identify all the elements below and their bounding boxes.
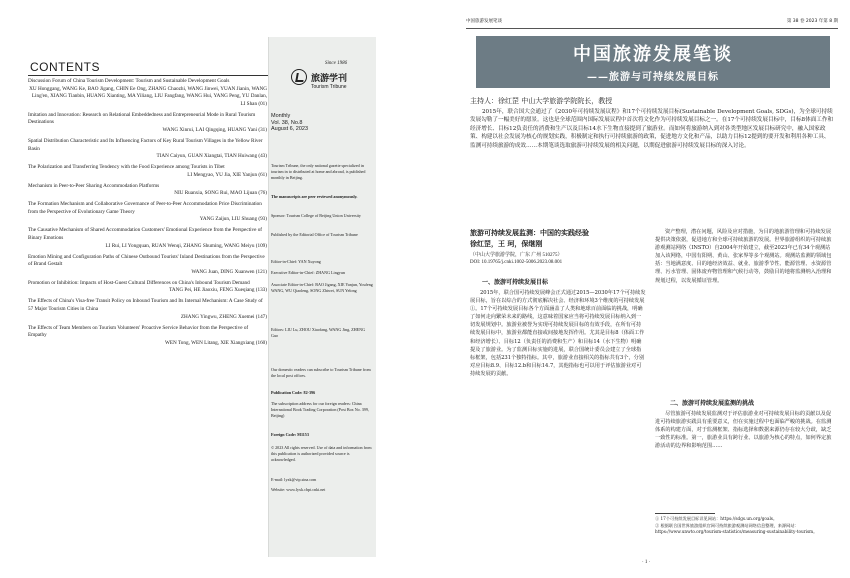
- toc-title: The Effects of China's Visa-free Transit Policy on Inbound Tourism and Its Internal Mechanism: A Case Study of 57 Major Tourism Cities in China: [28, 298, 263, 312]
- article-affiliation: （中山大学旅游学院，广东 广州 510275）: [470, 253, 563, 258]
- toc-authors: YANG Zaijun, LIU Shuang (93): [199, 216, 267, 223]
- executive-editor: Executive Editor-in-Chief: ZHANG Lingyun: [271, 270, 345, 275]
- email[interactable]: E-mail: lyxk@vip.sina.com: [271, 477, 317, 482]
- banner-title: 中国旅游发展笔谈: [573, 44, 733, 65]
- toc-entry[interactable]: [28, 138, 268, 161]
- logo-since: Since 1986: [325, 61, 348, 66]
- host-line: 主持人：徐红罡 中山大学旅游学院院长，教授: [470, 97, 613, 105]
- toc-authors: TIAN Caiyun, GUAN Xiangtai, TIAN Huiwang (43): [156, 153, 267, 160]
- header-volume: 第 38 卷 2023 年第 8 期: [786, 19, 838, 24]
- logo-english: Tourism Tribune: [311, 84, 347, 90]
- foreign-code: Foreign Code: M1153: [271, 432, 309, 437]
- toc-title: Spatial Distribution Characteristic and Its Influencing Factors of Key Rural Tourism Villages in the Yellow River Basin: [28, 137, 263, 152]
- journal-logo: [289, 61, 359, 103]
- article-doi[interactable]: DOI: 10.19765/j.cnki.1002-5006.2023.08.001: [470, 260, 563, 265]
- section-heading-2: 二、旅游可持续发展监测的挑战: [670, 400, 755, 407]
- table-of-contents: [28, 78, 268, 351]
- header-divider: [466, 28, 838, 29]
- issue-date: August 6, 2023: [271, 126, 309, 133]
- issue-meta: [271, 113, 373, 133]
- footnote-1: ① 17个可持续发展目标详见网站：https://sdgs.un.org/goals。: [655, 516, 778, 521]
- page-number: · 1 ·: [642, 560, 651, 565]
- frequency: Monthly: [271, 113, 291, 119]
- associate-editors: Associate Editor-in-Chief: BAO Jigang, XIE Yanjun, Youfeng WANG, WU Qiaoleng, SONG Zhiwei, SUN Yelong: [271, 282, 373, 294]
- toc-entry[interactable]: [28, 164, 268, 179]
- header-section: 中国旅游发展笔谈: [466, 19, 502, 24]
- sponsor: Sponsor: Tourism College of Beijing Union University: [271, 213, 361, 218]
- forum-banner: [476, 36, 830, 88]
- toc-title: The Causative Mechanism of Shared Accommodation Customers' Emotional Experience from the Perspective of Binary Emotions: [28, 227, 263, 242]
- contents-title: CONTENTS: [30, 60, 100, 74]
- toc-entry[interactable]: [28, 227, 268, 250]
- toc-authors: WANG Juan, DING Xuanwen (121): [191, 268, 267, 275]
- publication-code: Publication Code: 82-396: [271, 390, 316, 395]
- toc-title: Mechanism in Peer-to-Peer Sharing Accommodation Platforms: [28, 182, 160, 189]
- toc-authors: XU Honggang, WANG Ke, BAO Jigang, CHIN Ee Ong, ZHANG Chaozhi, WANG Jinwei, YUAN Jianin, WANG Ling'en, XIANG Tianbin, HUANG Xianting, MA Yiliang, LIU Fangfang, WANG Hui, YANG Peng, YU Danlan, LI Shan (01): [29, 85, 267, 107]
- footnote-divider: [655, 513, 715, 514]
- toc-entry[interactable]: [28, 298, 268, 321]
- footnote-2: ② 根据联合国世界旅游组织官网可持续旅游观测站网络信息整理，来源网站：https://www.unwto.org/tourism-statistics/measuring-sustainability-tourism。: [655, 523, 818, 534]
- toc-entry[interactable]: [28, 78, 268, 108]
- editor-in-chief: Editor-in-Chief: YAN Xuyong: [271, 259, 321, 264]
- toc-title: The Formation Mechanism and Collaborative Governance of Peer-to-Peer Accommodation Price Discrimination from the Perspective of Evolutionary Game Theory: [28, 201, 262, 215]
- journal-intro: Tourism Tribune, the only national gazette specialized in tourism in to distributed at home and abroad, is published monthly in Beijing.: [271, 163, 366, 181]
- toc-authors: LI Rui, LI Yongquan, RUAN Wenqi, ZHANG Shuming, WANG Meiyu (109): [105, 242, 267, 249]
- volume: Vol. 38, No.8: [271, 119, 303, 126]
- toc-entry[interactable]: [28, 183, 268, 198]
- toc-entry[interactable]: [28, 280, 268, 295]
- body-column-right: 资产整理，潜在问题，风险及应对措施，为目的地旅游管理和可持续发展提供决策依据，促进地方和全球可持续旅游的发展。世界旅游组织的可持续旅游观测站网络（INSTO）自2004年开始建立，截至2023年已有34个观测站加入该网络，中国有阳朔、黄山、张家界等多个观测站。观测站监测的领域包括：当地满意度、目的地经济效益、就业、旅游季节性、能源管理、水资源管理、污水管理、固体废弃物管理和气候行动等，鼓励目的地将监测纳入治理和规划过程，以发展循证管理。: [655, 229, 832, 284]
- toc-title: The Polarization and Transferring Tendency with the Food Experience among Tourists in Tibet: [28, 164, 225, 171]
- contents-divider: [28, 75, 268, 76]
- toc-authors: WEN Tong, WEN Litang, XIE Xiangxiang (160): [164, 339, 267, 346]
- banner-subtitle: ——旅游与可持续发展目标: [587, 72, 719, 83]
- copyright: © 2023 All rights reserved. Use of data and information from this publication is authorized provided source is acknowledged.: [271, 445, 372, 463]
- body-column-right-2: 尽管旅游可持续发展监测对于评估旅游业对可持续发展目标的贡献以及促进可持续旅游实践具有重要意义，但在实施过程中也面临严峻的挑战。在监测体系的构建方面，对于监测框架、指标选择和数据来源仍存在较大分歧，缺乏一致性的标准。第一，旅游业具有跨行业、以旅游为核心的特点，如何界定旅游活动的边界和影响范围……: [655, 411, 832, 450]
- toc-authors: TANG Pei, HE Jiaoxiu, FENG Xueqiang (133): [169, 287, 267, 294]
- article-title: 旅游可持续发展监测：中国的实践经验: [470, 229, 589, 237]
- toc-authors: WANG Xinrui, LAI Qingqing, HUANG Yani (31): [162, 126, 267, 133]
- logo-icon: [291, 69, 307, 85]
- running-header: [466, 18, 838, 28]
- article-authors: 徐红罡，王 珂，保继刚: [470, 240, 543, 248]
- peer-review-note: The manuscripts are peer reviewed anonymously.: [271, 194, 358, 199]
- publisher: Published by the Editorial Office of Tourism Tribune: [271, 232, 358, 237]
- editors: Editors: LIU Lu, ZHOU Xiaofang, WANG Jing, ZHENG Guo: [271, 327, 366, 339]
- toc-authors: LI Mengyao, YU Jia, XIE Yanjun (61): [187, 171, 267, 178]
- toc-title: Imitation and Innovation: Research on Relational Embeddedness and Entrepreneurial Mode in Rural Tourism Destinations: [28, 111, 256, 126]
- toc-entry[interactable]: [28, 325, 268, 348]
- forum-intro: 2015年，联合国大会通过了《2030年可持续发展议程》和17个可持续发展目标(Sustainable Development Goals, SDGs)，为全球可持续发展勾勒了一幅美好的愿景。这也是全球范围内国际发展议程中首次将文化作为可持续发展目标之一。在17个可持续发展目标中，目标8体面工作和经济增长、目标12负责任的消费和生产以及目标14水下生物直接提到了旅游业。而如何将旅游纳入到对各类型地区发展目标研究中，融入国家政策、构建以社会发展为核心的规划实践，积极制定和执行可持续旅游的政策，促进地方文化和产品，以助力目标12提到的要开发和利用各种工具、监测可持续旅游的成效……本期笔谈选取旅游可持续发展的相关问题，以期促进旅游可持续发展目标的深入讨论。: [470, 109, 834, 149]
- article-page: [430, 0, 850, 578]
- journal-info-sidebar: [268, 37, 376, 557]
- toc-entry[interactable]: [28, 201, 268, 224]
- logo-chinese: 旅游学刊: [311, 74, 348, 84]
- toc-entry[interactable]: [28, 254, 268, 277]
- toc-authors: ZHANG Yingwu, ZHENG Xuemei (147): [180, 313, 267, 320]
- website[interactable]: Website: www.lyxk.cbpt.cnki.net: [271, 487, 326, 492]
- toc-authors: NIU Ruanxia, SONG Rui, MAO Lijuan (76): [174, 190, 267, 197]
- domestic-subscription: Our domestic readers can subscribe to Tourism Tribune from the local post offices.: [271, 367, 371, 379]
- toc-entry[interactable]: [28, 112, 268, 135]
- toc-title: Emotion Mining and Configuration Paths of Chinese Outbound Tourists' Inland Destinations from the Perspective of Brand Gestalt: [28, 253, 265, 268]
- toc-title: The Effects of Team Members on Tourism Volunteers' Proactive Service Behavior from the Perspective of Empathy: [28, 324, 249, 339]
- section-heading-1: 一、旅游可持续发展目标: [482, 279, 549, 286]
- foreign-subscription: The subscription address for our foreign readers: China International Book Trading Corporation (Post Box No. 399, Beijing): [271, 401, 369, 419]
- toc-title: Discussion Forum of China Tourism Development: Tourism and Sustainable Development Goals: [28, 78, 230, 84]
- body-column-left: 2015年，联合国可持续发展峰会正式通过2015—2030年17个可持续发展目标，旨在以综合的方式彻底解决社会、经济和环境3个维度的可持续发展①。17个可持续发展目标各个方面涵盖了人类和地球百前面临的挑战，明确了如何走向繁荣未来的路线，这意味着国家应当将可持续发展目标纳入到一切发展规划中。旅游业被誉为实现可持续发展目标的有效手段，在所有可持续发展目标中，旅游业都能直接或间接地发挥作用。尤其是目标8（体面工作和经济增长）、目标12（负责任的消费和生产）和目标14（水下生物）明确提及了旅游业。为了监测目标实施的进展，联合国统计委员会建立了全球指标框架，包括231个独特指标。其中，旅游业直接相关的指标共有3个，分别对应目标8.9、目标12.b和目标14.7，其他指标也可以用于评估旅游业对可持续发展的贡献。: [470, 290, 646, 377]
- toc-title: Promotion or Inhibition: Impacts of Host-Guest Cultural Differences on China's Inbound Tourism Demand: [28, 279, 250, 286]
